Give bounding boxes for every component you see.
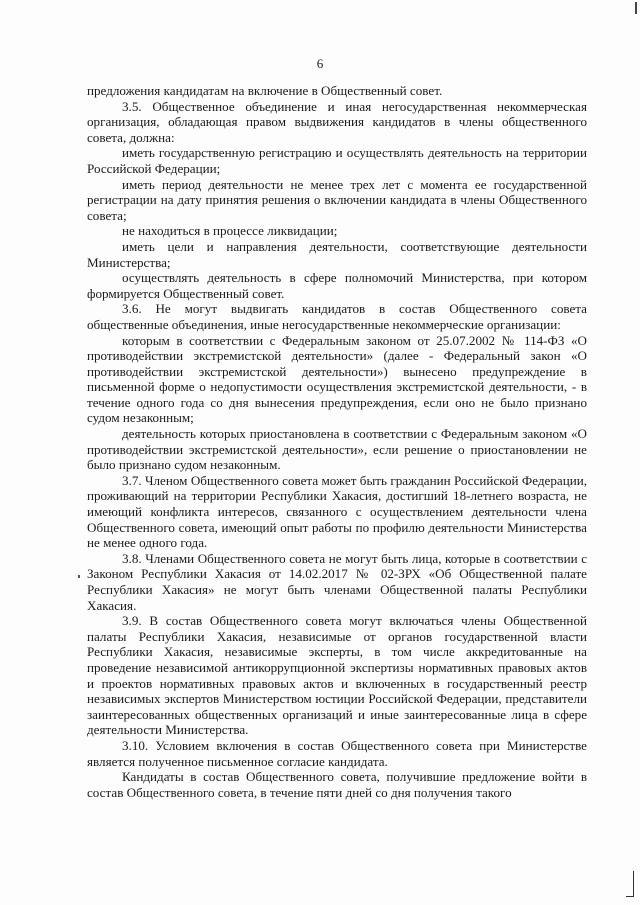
- scan-edge-tick: [626, 896, 634, 897]
- paragraph-3-10: 3.10. Условием включения в состав Общественного совета при Министерстве является полученное письменное согласие кандидата.: [87, 737, 587, 769]
- list-item-registration: иметь государственную регистрацию и осуществлять деятельность на территории Российской Федерации;: [87, 145, 587, 176]
- paragraph-3-8: 3.8. Членами Общественного совета не могут быть лица, которые в соответствии с Законом Республики Хакасия от 14.02.2017 № 02-ЗРХ «Об Общественной палате Республики Хакасия» не могут быть членами Общественной палаты Республики Хакасия.: [87, 550, 587, 613]
- paragraph-3-9: 3.9. В состав Общественного совета могут включаться члены Общественной палаты Республики Хакасия, независимые от органов государственной власти Республики Хакасия, независимые эксперты, в том числе аккредитованные на проведение независимой антикоррупционной экспертизы нормативных правовых актов и проектов нормативных правовых актов и включенных в государственный реестр независимых экспертов Министерством юстиции Российской Федерации, представители заинтересованных общественных организаций и иные заинтересованные лица в сфере деятельности Министерства.: [87, 613, 587, 738]
- paragraph-3-5: 3.5. Общественное объединение и иная негосударственная некоммерческая организация, обладающая правом выдвижения кандидатов в члены общественного совета, должна:: [87, 98, 587, 145]
- list-item-goals: иметь цели и направления деятельности, соответствующие деятельности Министерства;: [87, 238, 587, 270]
- list-item-liquidation: не находиться в процессе ликвидации;: [122, 223, 338, 239]
- list-item-warning: которым в соответствии с Федеральным законом от 25.07.2002 № 114-ФЗ «О противодействии экстремистской деятельности» (далее - Федеральный закон «О противодействии экстремистской деятельности») вынесено предупреждение в письменной форме о недопустимости осуществления экстремистской деятельности, - в течение одного года со дня вынесения предупреждения, если оно не было признано судом незаконным;: [87, 332, 587, 426]
- paragraph-candidates: Кандидаты в состав Общественного совета, получившие предложение войти в состав Общественного совета, в течение пяти дней со дня получения такого: [87, 769, 587, 800]
- scan-edge-mark-bottom: [633, 871, 634, 897]
- scan-artifact-dot: [78, 575, 80, 578]
- document-body: [87, 83, 587, 800]
- paragraph-3-6: 3.6. Не могут выдвигать кандидатов в состав Общественного совета общественные объединения, иные негосударственные некоммерческие организации:: [87, 301, 587, 332]
- list-item-activity-period: иметь период деятельности не менее трех лет с момента ее государственной регистрации на дату принятия решения о включении кандидата в члены Общественного совета;: [87, 176, 587, 223]
- page-number: 6: [316, 56, 324, 71]
- paragraph-3-7: 3.7. Членом Общественного совета может быть гражданин Российской Федерации, проживающий на территории Республики Хакасия, достигший 18-летнего возраста, не имеющий конфликта интересов, связанного с осуществлением деятельности члена Общественного совета, имеющий опыт работы по профилю деятельности Министерства не менее одного года.: [87, 472, 587, 551]
- scan-edge-mark: [635, 2, 637, 14]
- paragraph-continuation: предложения кандидатам на включение в Общественный совет.: [87, 83, 443, 98]
- list-item-suspended: деятельность которых приостановлена в соответствии с Федеральным законом «О противодействии экстремистской деятельности», если решение о приостановлении не было признано судом незаконным.: [87, 426, 587, 473]
- list-item-powers: осуществлять деятельность в сфере полномочий Министерства, при котором формируется Общественный совет.: [87, 270, 587, 301]
